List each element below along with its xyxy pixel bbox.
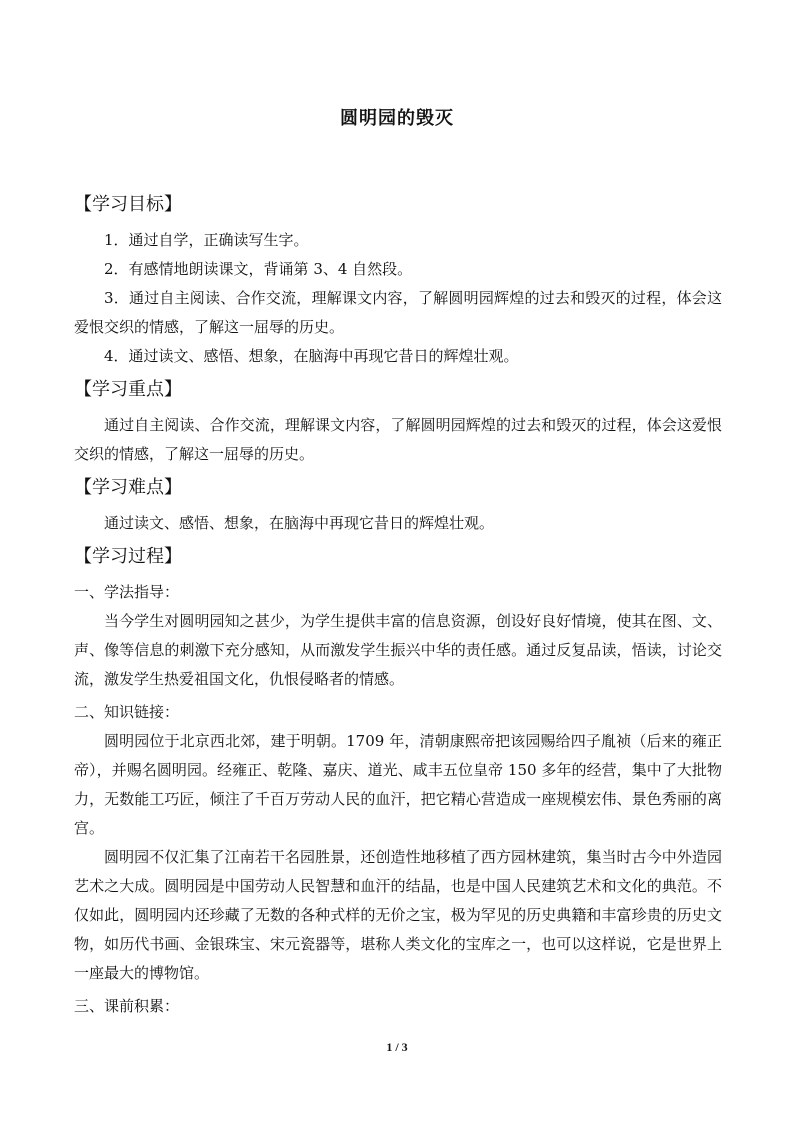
page-number: 1 / 3	[386, 1040, 408, 1054]
objective-item: 1．通过自学，正确读写生字。	[104, 231, 309, 249]
difficulties-text: 通过读文、感悟、想象，在脑海中再现它昔日的辉煌壮观。	[104, 514, 495, 532]
key-points-heading: 【学习重点】	[74, 379, 182, 400]
document-content	[74, 186, 722, 1021]
process-part2-heading: 二、知识链接：	[74, 703, 180, 721]
process-part1-text: 当今学生对圆明园知之甚少，为学生提供丰富的信息资源，创设好良好情境，使其在图、文、声、像等信息的刺激下充分感知，从而激发学生振兴中华的责任感。通过反复品读，悟读，讨论交流，激发学生热爱祖国文化，仇恨侵略者的情感。	[74, 612, 722, 688]
process-heading: 【学习过程】	[74, 546, 182, 567]
process-part2-paragraph: 圆明园不仅汇集了江南若干名园胜景，还创造性地移植了西方园林建筑，集当时古今中外造园艺术之大成。圆明园是中国劳动人民智慧和血汗的结晶，也是中国人民建筑艺术和文化的典范。不仅如此，圆明园内还珍藏了无数的各种式样的无价之宝，极为罕见的历史典籍和丰富珍贵的历史文物，如历代书画、金银珠宝、宋元瓷器等，堪称人类文化的宝库之一，也可以这样说，它是世界上一座最大的博物馆。	[74, 848, 722, 982]
process-part1-heading: 一、学法指导：	[74, 583, 180, 601]
objectives-heading: 【学习目标】	[74, 194, 182, 215]
key-points-text: 通过自主阅读、合作交流，理解课文内容，了解圆明园辉煌的过去和毁灭的过程，体会这爱恨交织的情感，了解这一屈辱的历史。	[74, 416, 722, 463]
process-part3-heading: 三、课前积累：	[74, 997, 180, 1015]
difficulties-heading: 【学习难点】	[74, 477, 182, 498]
objective-item: 2．有感情地朗读课文，背诵第 3、4 自然段。	[104, 260, 413, 278]
objective-item: 3．通过自主阅读、合作交流，理解课文内容，了解圆明园辉煌的过去和毁灭的过程，体会这爱恨交织的情感，了解这一屈辱的历史。	[74, 289, 722, 336]
process-part2-paragraph: 圆明园位于北京西北郊，建于明朝。1709 年，清朝康熙帝把该园赐给四子胤祯（后来的雍正帝），并赐名圆明园。经雍正、乾隆、嘉庆、道光、咸丰五位皇帝 150 多年的经营，集中了大批物力，无数能工巧匠，倾注了千百万劳动人民的血汗，把它精心营造成一座规模宏伟、景色秀丽的离宫。	[74, 732, 722, 837]
document-title: 圆明园的毁灭	[340, 108, 454, 129]
objective-item: 4．通过读文、感悟、想象，在脑海中再现它昔日的辉煌壮观。	[104, 347, 519, 365]
